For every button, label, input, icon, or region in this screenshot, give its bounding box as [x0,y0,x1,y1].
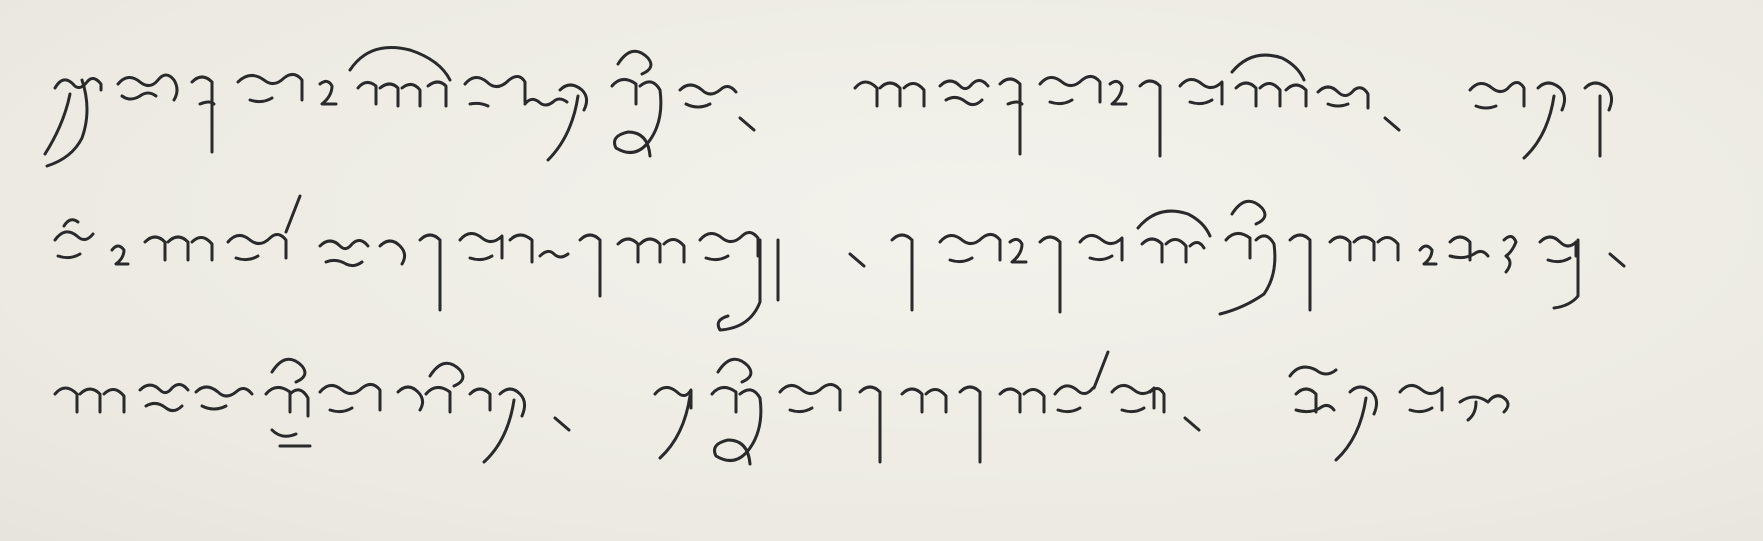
script-line-2 [55,196,1624,330]
script-line-1 [45,48,1612,167]
script-line-3 [55,352,1508,464]
